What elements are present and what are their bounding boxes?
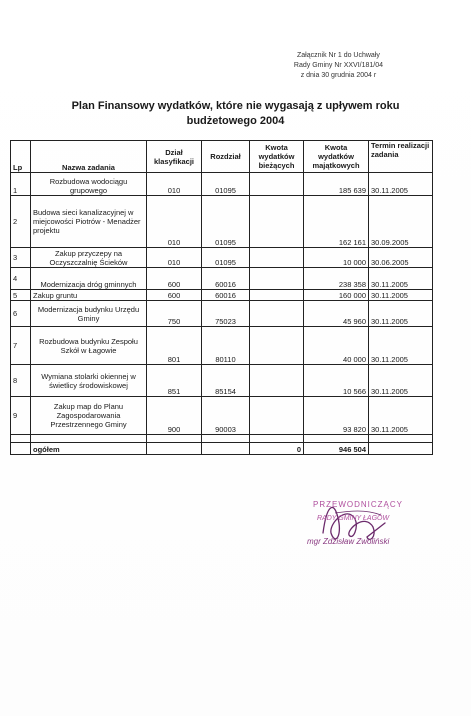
row-rozdzial: 80110: [202, 327, 250, 365]
row-termin: 30.11.2005: [369, 173, 433, 196]
table-row: [11, 268, 433, 290]
table-row: [11, 173, 433, 196]
table-header-row: [11, 141, 433, 173]
row-dzial: 750: [147, 301, 202, 327]
table-row: [11, 196, 433, 248]
document-title: [0, 99, 471, 129]
row-lp: 8: [11, 365, 31, 397]
row-biezace: [250, 268, 304, 290]
row-rozdzial: 01095: [202, 248, 250, 268]
table-row: [11, 365, 433, 397]
row-rozdzial: 85154: [202, 365, 250, 397]
row-termin: 30.11.2005: [369, 327, 433, 365]
row-lp: 3: [11, 248, 31, 268]
row-termin: 30.11.2005: [369, 290, 433, 301]
row-rozdzial: 75023: [202, 301, 250, 327]
row-lp: 1: [11, 173, 31, 196]
attachment-line-2: Rady Gminy Nr XXVI/181/04: [293, 62, 383, 69]
header-dzial: Dział klasyfikacji: [147, 141, 202, 173]
expenditure-table: [10, 140, 433, 455]
row-termin: 30.11.2005: [369, 397, 433, 435]
header-name: Nazwa zadania: [31, 141, 147, 173]
table-total-row: [11, 443, 433, 455]
row-name: Zakup gruntu: [31, 290, 147, 301]
row-name: Modernizacja dróg gminnych: [31, 268, 147, 290]
row-termin: 30.11.2005: [369, 365, 433, 397]
header-termin: Termin realizacji zadania: [369, 141, 433, 173]
row-dzial: 801: [147, 327, 202, 365]
header-biezace: Kwota wydatków bieżących: [250, 141, 304, 173]
row-majatkowe: 238 358: [304, 268, 369, 290]
total-termin-empty: [369, 443, 433, 455]
row-majatkowe: 10 566: [304, 365, 369, 397]
row-rozdzial: 01095: [202, 173, 250, 196]
total-label: ogółem: [31, 443, 147, 455]
row-biezace: [250, 327, 304, 365]
header-rozdzial: Rozdział: [202, 141, 250, 173]
table-row: [11, 301, 433, 327]
row-rozdzial: 60016: [202, 290, 250, 301]
row-termin: 30.11.2005: [369, 301, 433, 327]
row-majatkowe: 185 639: [304, 173, 369, 196]
row-rozdzial: 90003: [202, 397, 250, 435]
total-lp-empty: [11, 443, 31, 455]
total-rozdzial-empty: [202, 443, 250, 455]
title-line-1: Plan Finansowy wydatków, które nie wygasają z upływem roku: [71, 100, 400, 112]
row-lp: 7: [11, 327, 31, 365]
row-biezace: [250, 173, 304, 196]
signature-title: PRZEWODNICZĄCY: [313, 500, 403, 509]
signature-name: mgr Zdzisław Zwoliński: [307, 537, 390, 546]
header-majatkowe: Kwota wydatków majątkowych: [304, 141, 369, 173]
total-biezace: 0: [250, 443, 304, 455]
row-biezace: [250, 301, 304, 327]
total-majatkowe: 946 504: [304, 443, 369, 455]
header-lp: Lp: [11, 141, 31, 173]
row-biezace: [250, 397, 304, 435]
table-row: [11, 397, 433, 435]
row-rozdzial: 60016: [202, 268, 250, 290]
row-name: Modernizacja budynku Urzędu Gminy: [31, 301, 147, 327]
row-name: Rozbudowa budynku Zespołu Szkół w Łagowie: [31, 327, 147, 365]
row-biezace: [250, 196, 304, 248]
signature-council: RADY GMINY ŁAGÓW: [317, 515, 390, 522]
row-name: Zakup map do Planu Zagospodarowania Przestrzennego Gminy: [31, 397, 147, 435]
row-majatkowe: 45 960: [304, 301, 369, 327]
row-dzial: 900: [147, 397, 202, 435]
row-dzial: 851: [147, 365, 202, 397]
row-name: Budowa sieci kanalizacyjnej w miejcowości Piotrów - Menadżer projektu: [31, 196, 147, 248]
row-dzial: 600: [147, 290, 202, 301]
title-line-2: budżetowego 2004: [186, 115, 285, 127]
row-lp: 9: [11, 397, 31, 435]
row-name: Zakup przyczepy na Oczyszczalnię Ścieków: [31, 248, 147, 268]
row-name: Rozbudowa wodociągu grupowego: [31, 173, 147, 196]
table-row: [11, 290, 433, 301]
attachment-line-3: z dnia 30 grudnia 2004 r: [300, 72, 377, 79]
row-termin: 30.06.2005: [369, 248, 433, 268]
row-biezace: [250, 248, 304, 268]
row-name: Wymiana stolarki okiennej w świetlicy środowiskowej: [31, 365, 147, 397]
row-majatkowe: 162 161: [304, 196, 369, 248]
row-termin: 30.09.2005: [369, 196, 433, 248]
row-dzial: 010: [147, 196, 202, 248]
signature-stamp: [295, 493, 445, 563]
row-biezace: [250, 365, 304, 397]
row-dzial: 010: [147, 173, 202, 196]
row-majatkowe: 40 000: [304, 327, 369, 365]
row-majatkowe: 10 000: [304, 248, 369, 268]
row-termin: 30.11.2005: [369, 268, 433, 290]
table-row: [11, 327, 433, 365]
row-biezace: [250, 290, 304, 301]
row-majatkowe: 160 000: [304, 290, 369, 301]
row-dzial: 010: [147, 248, 202, 268]
row-lp: 4: [11, 268, 31, 290]
row-lp: 2: [11, 196, 31, 248]
attachment-note: [294, 51, 383, 81]
row-lp: 6: [11, 301, 31, 327]
table-row: [11, 248, 433, 268]
row-majatkowe: 93 820: [304, 397, 369, 435]
row-rozdzial: 01095: [202, 196, 250, 248]
total-dzial-empty: [147, 443, 202, 455]
row-dzial: 600: [147, 268, 202, 290]
table-spacer-row: [11, 435, 433, 443]
attachment-line-1: Załącznik Nr 1 do Uchwały: [297, 52, 380, 59]
row-lp: 5: [11, 290, 31, 301]
